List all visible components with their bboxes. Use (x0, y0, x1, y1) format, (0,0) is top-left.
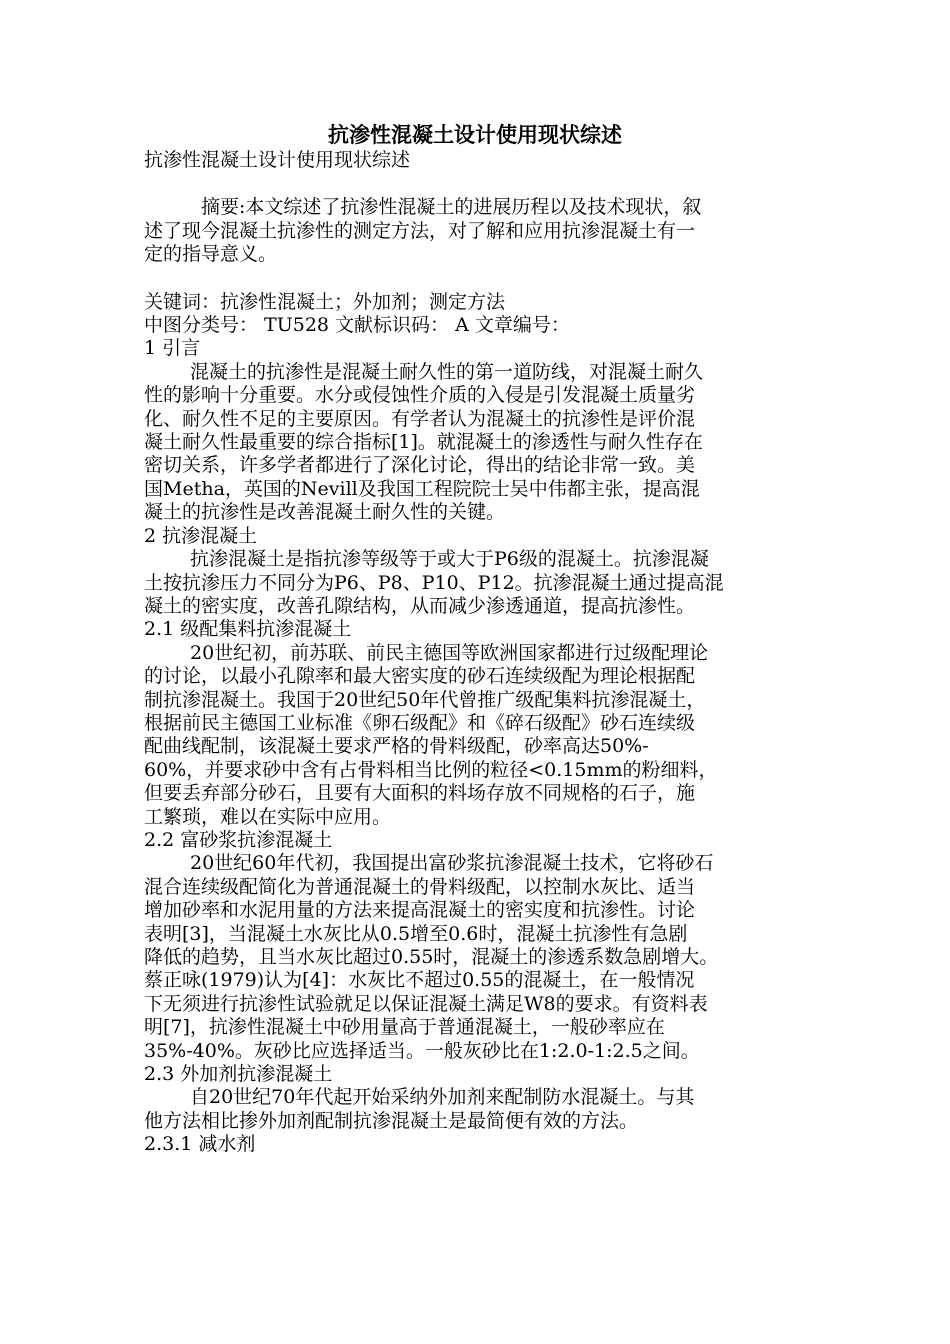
section-paragraph (144, 361, 814, 525)
paragraph-line: 制抗渗混凝土。我国于20世纪50年代曾推广级配集料抗渗混凝土， (144, 688, 706, 711)
paragraph-line: 混合连续级配简化为普通混凝土的骨料级配，以控制水灰比、适当 (144, 875, 696, 898)
paragraph-line: 但要丢弃部分砂石，且要有大面积的料场存放不同规格的石子，施 (144, 782, 696, 805)
paragraph-line: 凝土的密实度，改善孔隙结构，从而减少渗透通道，提高抗渗性。 (144, 594, 696, 617)
paragraph-line: 凝土耐久性最重要的综合指标[1]。就混凝土的渗透性与耐久性存在 (144, 431, 703, 454)
paragraph-line: 化、耐久性不足的主要原因。有学者认为混凝土的抗渗性是评价混 (144, 407, 696, 430)
paragraph-line: 60%，并要求砂中含有占骨料相当比例的粒径<0.15mm的粉细料， (144, 758, 718, 781)
paragraph-line: 性的影响十分重要。水分或侵蚀性介质的入侵是引发混凝土质量劣 (144, 384, 696, 407)
paragraph-line: 根据前民主德国工业标准《卵石级配》和《碎石级配》砂石连续级 (144, 711, 696, 734)
section-paragraph (144, 548, 814, 618)
abstract-paragraph (144, 196, 814, 266)
spacer (144, 267, 814, 291)
section-heading: 1 引言 (144, 337, 201, 360)
paragraph-line: 20世纪初，前苏联、前民主德国等欧洲国家都进行过级配理论 (190, 641, 709, 664)
paragraph-line: 的讨论，以最小孔隙率和最大密实度的砂石连续级配为理论根据配 (144, 665, 696, 688)
paragraph-line: 混凝土的抗渗性是混凝土耐久性的第一道防线，对混凝土耐久 (190, 360, 704, 383)
paragraph-line: 增加砂率和水泥用量的方法来提高混凝土的密实度和抗渗性。讨论 (144, 899, 696, 922)
paragraph-line: 蔡正咏(1979)认为[4]：水灰比不超过0.55的混凝土，在一般情况 (144, 969, 695, 992)
paragraph-line: 他方法相比掺外加剂配制抗渗混凝土是最简便有效的方法。 (144, 1109, 639, 1132)
abstract-line: 述了现今混凝土抗渗性的测定方法，对了解和应用抗渗混凝土有一 (144, 219, 696, 242)
paragraph-line: 自20世纪70年代起开始采纳外加剂来配制防水混凝土。与其 (190, 1086, 695, 1109)
paragraph-line: 20世纪60年代初，我国提出富砂浆抗渗混凝土技术，它将砂石 (190, 852, 714, 875)
document-title: 抗渗性混凝土设计使用现状综述 (328, 122, 622, 147)
keywords-line: 关键词：抗渗性混凝土；外加剂；测定方法 (144, 290, 506, 313)
section-heading: 2.3 外加剂抗渗混凝土 (144, 1063, 333, 1086)
spacer (144, 172, 814, 196)
paragraph-line: 工繁琐，难以在实际中应用。 (144, 805, 392, 828)
paragraph-line: 35%-40%。灰砂比应选择适当。一般灰砂比在1:2.0-1:2.5之间。 (144, 1039, 700, 1062)
paragraph-line: 降低的趋势，且当水灰比超过0.55时，混凝土的渗透系数急剧增大。 (144, 946, 719, 968)
classification-line: 中图分类号： TU528 文献标识码： A 文章编号： (144, 314, 570, 337)
section-heading: 2 抗渗混凝土 (144, 524, 258, 547)
paragraph-line: 凝土的抗渗性是改善混凝土耐久性的关键。 (144, 501, 506, 524)
section-heading: 2.3.1 减水剂 (144, 1133, 256, 1156)
paragraph-line: 明[7]，抗渗性混凝土中砂用量高于普通混凝土，一般砂率应在 (144, 1016, 665, 1039)
section-paragraph (144, 642, 814, 829)
abstract-line: 定的指导意义。 (144, 243, 278, 266)
paragraph-line: 密切关系，许多学者都进行了深化讨论，得出的结论非常一致。美 (144, 454, 696, 477)
paragraph-line: 土按抗渗压力不同分为P6、P8、P10、P12。抗渗混凝土通过提高混 (144, 571, 724, 594)
paragraph-line: 表明[3]，当混凝土水灰比从0.5增至0.6时，混凝土抗渗性有急剧 (144, 922, 688, 945)
section-paragraph (144, 852, 814, 1063)
document-body (144, 149, 814, 1157)
paragraph-line: 国Metha，英国的Nevill及我国工程院院士吴中伟都主张，提高混 (144, 477, 700, 500)
document-subtitle: 抗渗性混凝土设计使用现状综述 (144, 149, 411, 171)
paragraph-line: 配曲线配制，该混凝土要求严格的骨料级配，砂率高达50%- (144, 735, 649, 758)
paragraph-line: 抗渗混凝土是指抗渗等级等于或大于P6级的混凝土。抗渗混凝 (190, 548, 709, 571)
section-paragraph (144, 1086, 814, 1133)
section-heading: 2.1 级配集料抗渗混凝土 (144, 618, 352, 641)
section-heading: 2.2 富砂浆抗渗混凝土 (144, 828, 333, 851)
paragraph-line: 下无须进行抗渗性试验就足以保证混凝土满足W8的要求。有资料表 (144, 992, 708, 1015)
abstract-line: 摘要:本文综述了抗渗性混凝土的进展历程以及技术现状，叙 (201, 196, 702, 219)
sections-container (144, 337, 814, 1156)
